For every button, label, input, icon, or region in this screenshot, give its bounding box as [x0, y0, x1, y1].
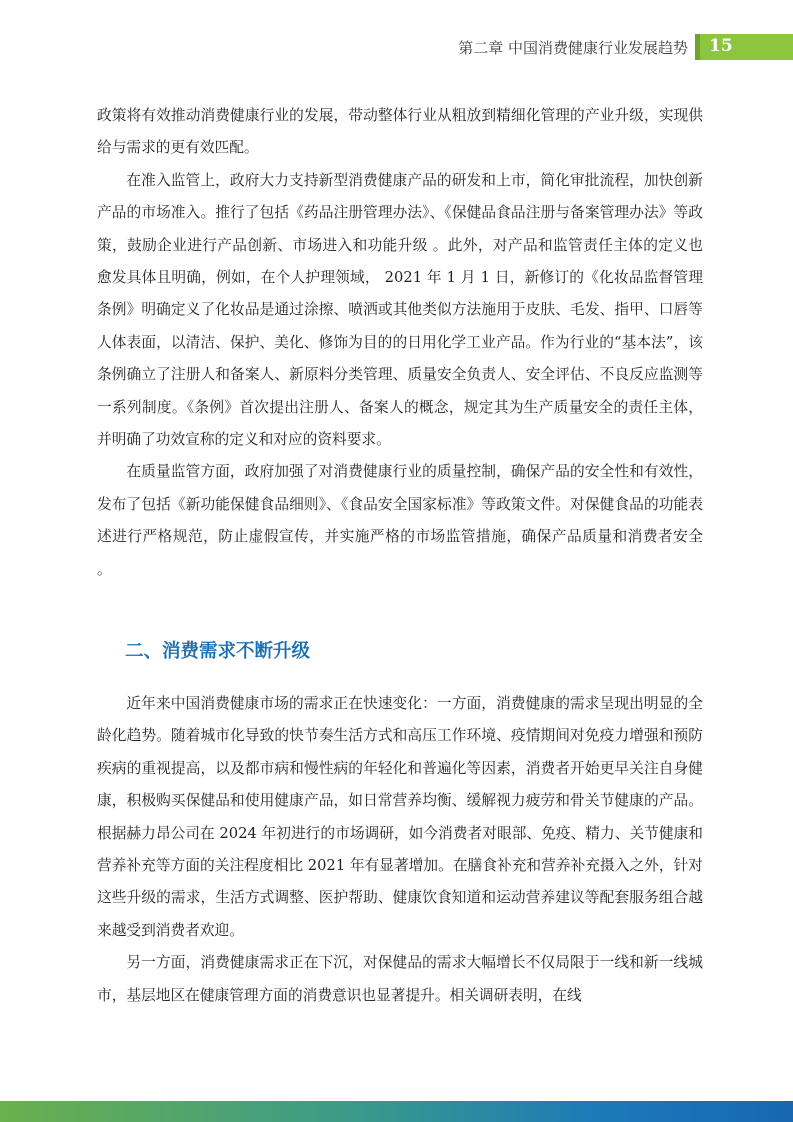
- body-text-block-1: [97, 100, 703, 586]
- paragraph: 另一方面，消费健康需求正在下沉，对保健品的需求大幅增长不仅局限于一线和新一线城市，基层地区在健康管理方面的消费意识也显著提升。相关调研表明，在线: [97, 954, 703, 1004]
- page-header: [0, 34, 793, 60]
- chapter-title: 第二章 中国消费健康行业发展趋势: [458, 39, 688, 57]
- paragraph: 在准入监管上，政府大力支持新型消费健康产品的研发和上市，简化审批流程，加快创新产品的市场准入。推行了包括《药品注册管理办法》、《保健品食品注册与备案管理办法》等政策，鼓励企业进行产品创新、市场进入和功能升级 。此外，对产品和监管责任主体的定义也愈发具体且明确，例如，在个人护理领域， 2021 年 1 月 1 日，新修订的《化妆品监督管理条例》明确定义了化妆品是通过涂擦、喷洒或其他类似方法施用于皮肤、毛发、指甲、口唇等人体表面，以清洁、保护、美化、修饰为目的的日用化学工业产品。作为行业的“基本法”，该条例确立了注册人和备案人、新原料分类管理、质量安全负责人、安全评估、不良反应监测等一系列制度。《条例》首次提出注册人、备案人的概念，规定其为生产质量安全的责任主体，并明确了功效宣称的定义和对应的资料要求。: [97, 171, 703, 449]
- section-heading: 二、消费需求不断升级: [125, 641, 311, 662]
- paragraph: 近年来中国消费健康市场的需求正在快速变化：一方面，消费健康的需求呈现出明显的全龄化趋势。随着城市化导致的快节奏生活方式和高压工作环境、疫情期间对免疫力增强和预防疾病的重视提高，以及都市病和慢性病的年轻化和普遍化等因素，消费者开始更早关注自身健康，积极购买保健品和使用健康产品，如日常营养均衡、缓解视力疲劳和骨关节健康的产品。根据赫力昂公司在 2024 年初进行的市场调研，如今消费者对眼部、免疫、精力、关节健康和营养补充等方面的关注程度相比 2021 年有显著增加。在膳食补充和营养补充摄入之外，针对这些升级的需求，生活方式调整、医护帮助、健康饮食知道和运动营养建议等配套服务组合越来越受到消费者欢迎。: [97, 695, 703, 939]
- page-number-badge: [695, 34, 793, 60]
- page-number-accent: [695, 34, 700, 60]
- paragraph: 在质量监管方面，政府加强了对消费健康行业的质量控制，确保产品的安全性和有效性，发布了包括《新功能保健食品细则》、《食品安全国家标准》等政策文件。对保健食品的功能表述进行严格规范，防止虚假宣传，并实施严格的市场监管措施，确保产品质量和消费者安全 。: [97, 463, 703, 578]
- page-number: 15: [709, 36, 733, 56]
- paragraph: 政策将有效推动消费健康行业的发展，带动整体行业从粗放到精细化管理的产业升级，实现供给与需求的更有效匹配。: [97, 107, 703, 157]
- body-text-block-2: [97, 688, 703, 1012]
- footer-gradient-bar: [0, 1101, 793, 1122]
